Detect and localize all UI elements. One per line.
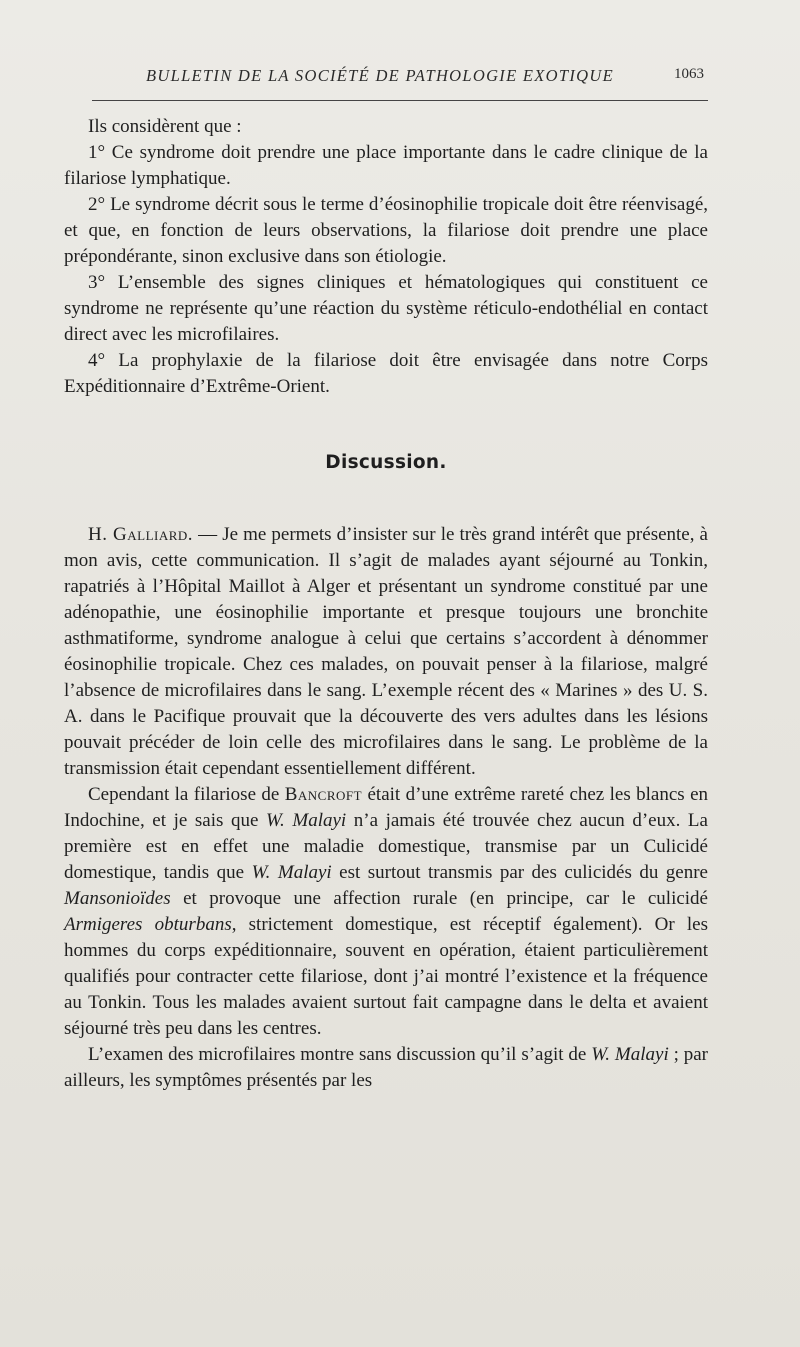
discussion-paragraph-1 bbox=[64, 522, 708, 782]
species-name: W. Malayi bbox=[591, 1044, 669, 1065]
species-name: W. Malayi bbox=[265, 810, 347, 831]
text-run: était d’une extrême rareté chez les blancs en Indochine, et je sais que bbox=[64, 784, 708, 831]
text-run: est surtout transmis par des culicidés du genre bbox=[331, 862, 708, 883]
discussion-text-1: — Je me permets d’insister sur le très grand intérêt que présente, à mon avis, cette communication. Il s’agit de malades ayant séjourné au Tonkin, rapatriés à l’Hôpital Maillot à Alger et présentant un syndrome constitué par une adénopathie, une éosinophilie importante et presque toujours une bronchite asthmatiforme, syndrome analogue à celui que certains s’accordent à dénommer éosinophilie tropicale. Chez ces malades, on pouvait penser à la filariose, malgré l’absence de microfilaires dans le sang. L’exemple récent des « Marines » des U. S. A. dans le Pacifique prouvait que la découverte des vers adultes dans les lésions pouvait précéder de loin celle des microfilaires dans le sang. Le problème de la transmission était cependant essentiellement différent. bbox=[64, 524, 708, 779]
page-number: 1063 bbox=[674, 66, 704, 82]
speaker-name: H. Galliard. bbox=[88, 524, 194, 545]
author-name-bancroft: Bancroft bbox=[284, 784, 363, 805]
discussion-paragraph-2 bbox=[64, 782, 708, 1042]
conclusion-item-3: 3° L’ensemble des signes cliniques et hématologiques qui constituent ce syndrome ne représente qu’une réaction du système réticulo-endothélial en contact direct avec les microfilaires. bbox=[64, 272, 708, 345]
conclusion-item-2: 2° Le syndrome décrit sous le terme d’éosinophilie tropicale doit être réenvisagé, et que, en fonction de leurs observations, la filariose doit prendre une place prépondérante, sinon exclusive dans son étiologie. bbox=[64, 194, 708, 267]
genus-name: Mansonioïdes bbox=[64, 888, 171, 909]
text-run: , strictement domestique, est réceptif également). Or les hommes du corps expéditionnaire, souvent en opération, étaient particulièrement qualifiés pour contracter cette filariose, dont j’ai montré l’existence et la fréquence au Tonkin. Tous les malades avaient surtout fait campagne dans le delta et avaient séjourné très peu dans les centres. bbox=[64, 914, 708, 1039]
conclusion-item-4: 4° La prophylaxie de la filariose doit être envisagée dans notre Corps Expéditionnaire d’Extrême-Orient. bbox=[64, 350, 708, 397]
text-run: n’a jamais été trouvée chez aucun d’eux. La première est en effet une maladie domestique, transmise par un Culicidé domestique, tandis que bbox=[64, 810, 708, 883]
species-name: Armigeres obturbans bbox=[64, 914, 232, 935]
running-title: BULLETIN DE LA SOCIÉTÉ DE PATHOLOGIE EXOTIQUE bbox=[146, 66, 614, 85]
discussion-paragraph-3 bbox=[64, 1042, 708, 1094]
text-run: ; par ailleurs, les symptômes présentés par les bbox=[64, 1044, 709, 1091]
species-name: W. Malayi bbox=[251, 862, 332, 883]
article-body bbox=[64, 114, 708, 1094]
intro-paragraph: Ils considèrent que : bbox=[88, 116, 242, 137]
text-run: L’examen des microfilaires montre sans discussion qu’il s’agit de bbox=[88, 1044, 592, 1065]
running-header bbox=[92, 60, 708, 101]
text-run: Cependant la filariose de bbox=[88, 784, 285, 805]
text-run: et provoque une affection rurale (en principe, car le culicidé bbox=[170, 888, 708, 909]
conclusion-item-1: 1° Ce syndrome doit prendre une place importante dans le cadre clinique de la filariose lymphatique. bbox=[64, 142, 708, 189]
section-heading: Discussion. bbox=[325, 452, 447, 473]
